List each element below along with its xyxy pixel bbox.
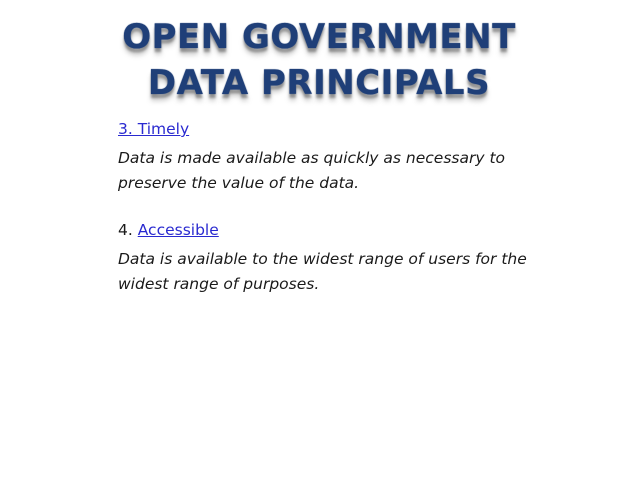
principle-accessible <box>118 219 528 297</box>
principles-list <box>118 118 528 297</box>
principle-heading <box>118 219 528 241</box>
accessible-link[interactable]: Accessible <box>137 221 219 239</box>
principle-number: 4. <box>118 221 138 239</box>
timely-link[interactable]: 3. Timely <box>118 120 190 138</box>
title-line-2: DATA PRINCIPALS <box>147 63 491 103</box>
principle-heading <box>118 118 528 140</box>
principle-description: Data is available to the widest range of users for the widest range of purposes. <box>118 250 527 293</box>
title-line-1: OPEN GOVERNMENT <box>122 17 516 57</box>
slide-title <box>0 14 638 106</box>
principle-description: Data is made available as quickly as necessary to preserve the value of the data. <box>118 149 506 192</box>
principle-timely <box>118 118 528 196</box>
